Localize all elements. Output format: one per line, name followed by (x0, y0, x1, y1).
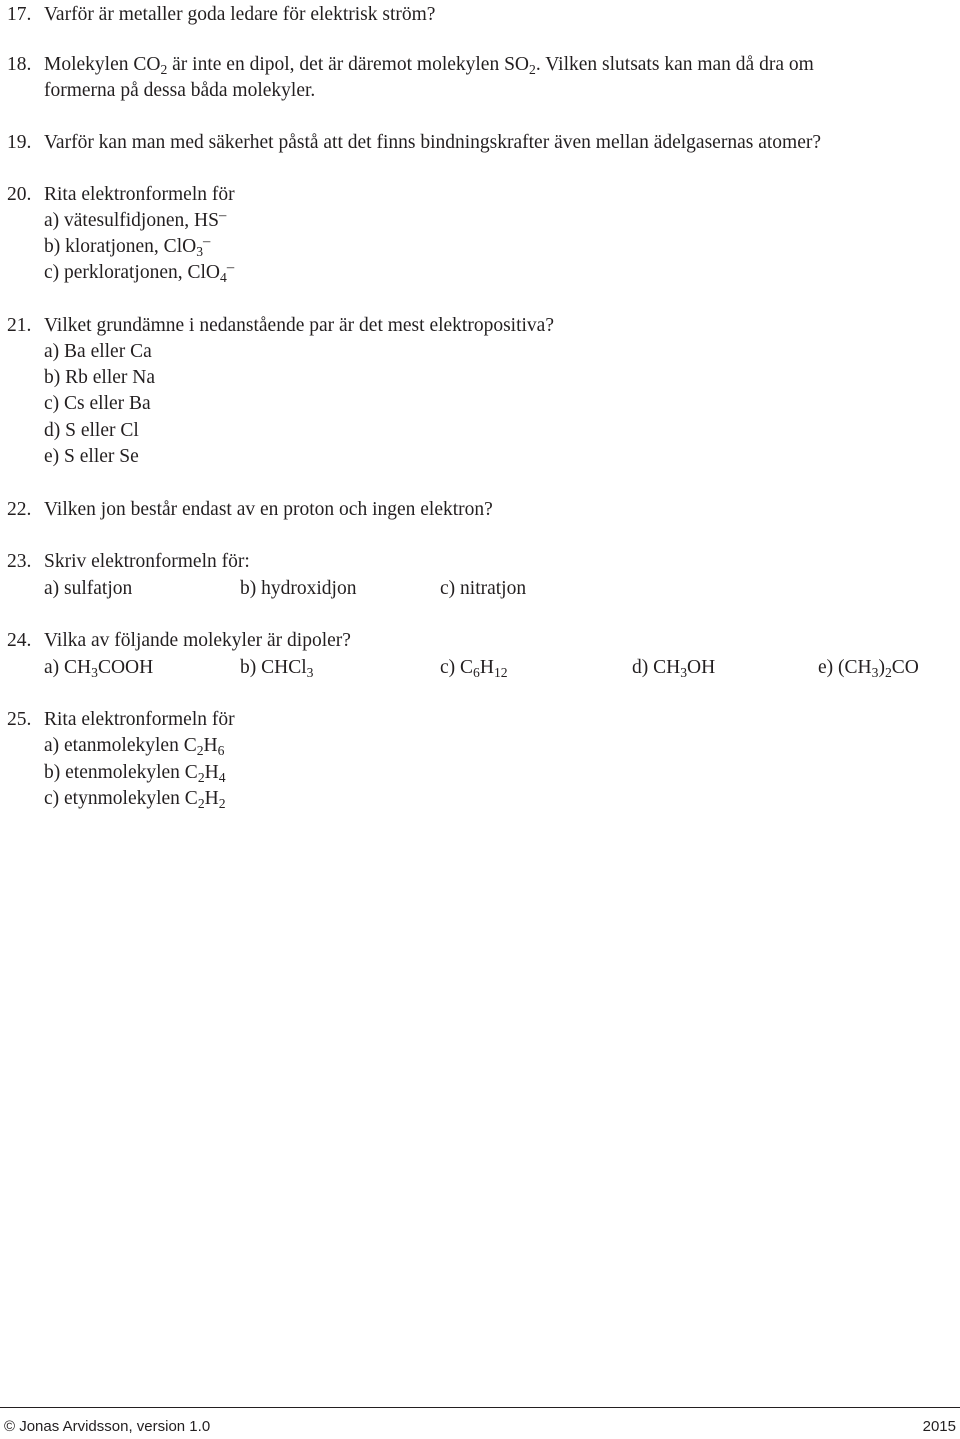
subscript: 2 (160, 62, 168, 78)
option-label: c) (44, 262, 60, 283)
option-c (440, 655, 508, 681)
superscript: – (218, 207, 227, 224)
subscript: 12 (493, 665, 508, 681)
option-text: vätesulfidjonen, HS (64, 210, 219, 231)
question-24 (7, 628, 940, 654)
question-20 (7, 182, 940, 208)
option-d (632, 655, 715, 681)
option-text: S eller Se (64, 446, 139, 467)
superscript: – (203, 233, 211, 250)
question-18 (7, 52, 940, 78)
question-21-option-e (44, 444, 940, 470)
option-label: a) (44, 735, 60, 756)
option-label: a) (44, 341, 60, 362)
question-21 (7, 313, 940, 339)
question-20-option-a (44, 208, 940, 234)
option-text: S eller Cl (65, 420, 139, 441)
option-a (44, 655, 153, 681)
option-text: etenmolekylen C (65, 762, 198, 783)
question-number: 19. (7, 132, 32, 153)
formula-part: e) (CH (818, 657, 872, 678)
subscript: 2 (529, 62, 536, 78)
question-21-option-d (44, 418, 940, 444)
formula-part: c) C (440, 657, 474, 678)
option-label: b) (44, 236, 61, 257)
option-c: c) nitratjon (440, 578, 527, 599)
subscript: 3 (196, 244, 204, 260)
option-text: kloratjonen, ClO (65, 236, 197, 257)
question-number: 18. (7, 54, 32, 75)
question-25 (7, 707, 940, 733)
question-number: 24. (7, 630, 32, 651)
formula-part: H (203, 735, 218, 756)
footer-year: 2015 (922, 1418, 956, 1435)
formula-part: a) CH (44, 657, 92, 678)
formula-part: H (479, 657, 494, 678)
question-17 (7, 2, 940, 28)
question-text: Skriv elektronformeln för: (44, 551, 250, 572)
question-text: Molekylen CO (44, 54, 161, 75)
question-23 (7, 549, 940, 575)
subscript: 3 (871, 665, 879, 681)
option-label: b) (44, 367, 61, 388)
question-number: 17. (7, 4, 32, 25)
subscript: 4 (218, 770, 226, 786)
subscript: 2 (218, 796, 226, 812)
subscript: 3 (91, 665, 98, 681)
question-text: Rita elektronformeln för (44, 709, 235, 730)
question-number: 23. (7, 551, 32, 572)
question-text: Rita elektronformeln för (44, 184, 235, 205)
option-a: a) sulfatjon (44, 578, 133, 599)
superscript: – (226, 259, 235, 276)
formula-part: CO (891, 657, 919, 678)
option-label: c) (44, 788, 60, 809)
formula-part: ) (878, 657, 885, 678)
question-21-option-a (44, 339, 940, 365)
question-number: 22. (7, 499, 32, 520)
subscript: 2 (884, 665, 892, 681)
option-text: Ba eller Ca (64, 341, 152, 362)
option-label: b) (44, 762, 61, 783)
question-21-option-c (44, 391, 940, 417)
formula-part: H (204, 762, 219, 783)
option-text: Cs eller Ba (64, 393, 151, 414)
option-b: b) hydroxidjon (240, 578, 357, 599)
question-text: Vilka av följande molekyler är dipoler? (44, 630, 351, 651)
option-label: e) (44, 446, 60, 467)
formula-part: d) CH (632, 657, 681, 678)
option-text: Rb eller Na (65, 367, 156, 388)
subscript: 2 (196, 743, 204, 759)
option-b (240, 655, 313, 681)
question-20-option-c (44, 260, 940, 286)
question-21-option-b (44, 365, 940, 391)
question-20-option-b (44, 234, 940, 260)
formula-part: COOH (97, 657, 154, 678)
question-25-option-a (44, 733, 940, 759)
question-text: . Vilken slutsats kan man då dra om (535, 54, 814, 75)
question-25-option-c (44, 786, 940, 812)
formula-part: b) CHCl (240, 657, 307, 678)
question-text: Varför är metaller goda ledare för elektrisk ström? (44, 4, 436, 25)
subscript: 6 (473, 665, 480, 681)
option-text: etanmolekylen C (64, 735, 197, 756)
question-text: Vilken jon består endast av en proton och ingen elektron? (44, 499, 493, 520)
option-label: a) (44, 210, 60, 231)
question-text: Varför kan man med säkerhet påstå att det finns bindningskrafter även mellan ädelgasernas atomer? (44, 132, 821, 153)
question-19 (7, 130, 940, 156)
subscript: 6 (217, 743, 225, 759)
question-25-option-b (44, 760, 940, 786)
option-text: etynmolekylen C (64, 788, 198, 809)
subscript: 3 (680, 665, 688, 681)
subscript: 4 (220, 270, 227, 286)
option-label: d) (44, 420, 61, 441)
question-text: Vilket grundämne i nedanstående par är det mest elektropositiva? (44, 315, 554, 336)
subscript: 2 (197, 770, 205, 786)
footer-divider (0, 1407, 960, 1408)
subscript: 3 (306, 665, 314, 681)
question-18-line-2: formerna på dessa båda molekyler. (44, 80, 316, 101)
question-number: 21. (7, 315, 32, 336)
option-label: c) (44, 393, 60, 414)
option-e (818, 655, 919, 681)
question-number: 25. (7, 709, 32, 730)
subscript: 2 (197, 796, 205, 812)
formula-part: H (204, 788, 219, 809)
option-text: perkloratjonen, ClO (64, 262, 220, 283)
question-22 (7, 497, 940, 523)
question-text: är inte en dipol, det är däremot molekylen SO (167, 54, 530, 75)
formula-part: OH (687, 657, 716, 678)
footer-copyright: © Jonas Arvidsson, version 1.0 (4, 1418, 211, 1435)
question-number: 20. (7, 184, 32, 205)
